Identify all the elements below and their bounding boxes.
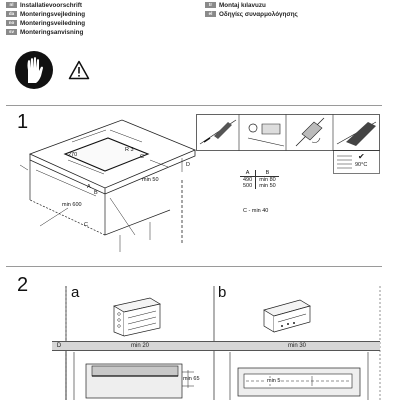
language-row (6, 10, 85, 18)
table-cell: 490 (243, 177, 253, 183)
language-code-badge: nl (6, 2, 17, 8)
check-mark-icon: ✔ (358, 152, 365, 161)
table-header-a: A (240, 170, 256, 177)
table-row (240, 183, 279, 189)
dimension-label-min600: min 600 (62, 202, 82, 208)
band-value-b: min 30 (287, 343, 306, 349)
tools-illustration-strip (196, 114, 380, 174)
language-title: Οδηγίες συναρμολόγησης (219, 10, 298, 18)
dimension-label-c-bottom: C (84, 222, 88, 228)
language-row (6, 28, 83, 36)
section-divider (6, 105, 382, 106)
language-code-badge: da (6, 11, 17, 17)
dimension-label-min65: min 65 (183, 376, 200, 382)
language-row (205, 10, 298, 18)
appliance-drawer-b (262, 296, 312, 336)
variant-label-a: a (71, 284, 80, 301)
dimension-label-270: 270 (68, 152, 78, 158)
dimension-band-d (52, 341, 380, 351)
language-row (6, 19, 85, 27)
language-row (205, 1, 266, 9)
dimension-label-radius: R 3 (125, 147, 134, 153)
installation-section-b (228, 352, 378, 400)
table-header-b: B (256, 170, 279, 177)
step-number: 1 (17, 111, 29, 133)
band-value-a: min 20 (130, 343, 149, 349)
language-code-badge: sv (6, 29, 17, 35)
dimension-label-b: B (94, 190, 98, 196)
language-title: Monteringsvejledning (20, 10, 86, 18)
language-code-badge: no (6, 20, 17, 26)
dimension-label-min50: min 50 (142, 177, 159, 183)
variant-label-b: b (218, 284, 227, 301)
table-cell: min 50 (256, 183, 279, 189)
warning-triangle-icon (68, 60, 90, 80)
appliance-drawer-a (112, 296, 162, 336)
dimension-label-d: D (186, 162, 190, 168)
language-title: Montaj kılavuzu (219, 1, 266, 9)
language-row (6, 1, 82, 9)
language-title: Installatievoorschrift (20, 1, 82, 9)
language-title: Monteringsanvisning (20, 28, 84, 36)
dimension-label-a: A (87, 184, 91, 190)
temperature-label: 90°C (355, 162, 368, 168)
language-title: Monteringsveiledning (20, 19, 86, 27)
language-code-badge: tr (205, 2, 216, 8)
table-cell: 500 (243, 183, 253, 189)
worktop-cutout-diagram (10, 110, 200, 260)
dimension-label-min5: min 5 (267, 378, 281, 384)
dimension-table (240, 170, 279, 189)
table-note: C - min 40 (243, 208, 269, 214)
table-cell: min 80 (256, 177, 279, 184)
section-divider (6, 266, 382, 267)
band-label-d: D (56, 343, 62, 349)
step-number: 2 (17, 274, 29, 296)
dimension-label-c-top: C (140, 154, 144, 160)
protective-gloves-icon (14, 50, 54, 90)
language-code-badge: el (205, 11, 216, 17)
